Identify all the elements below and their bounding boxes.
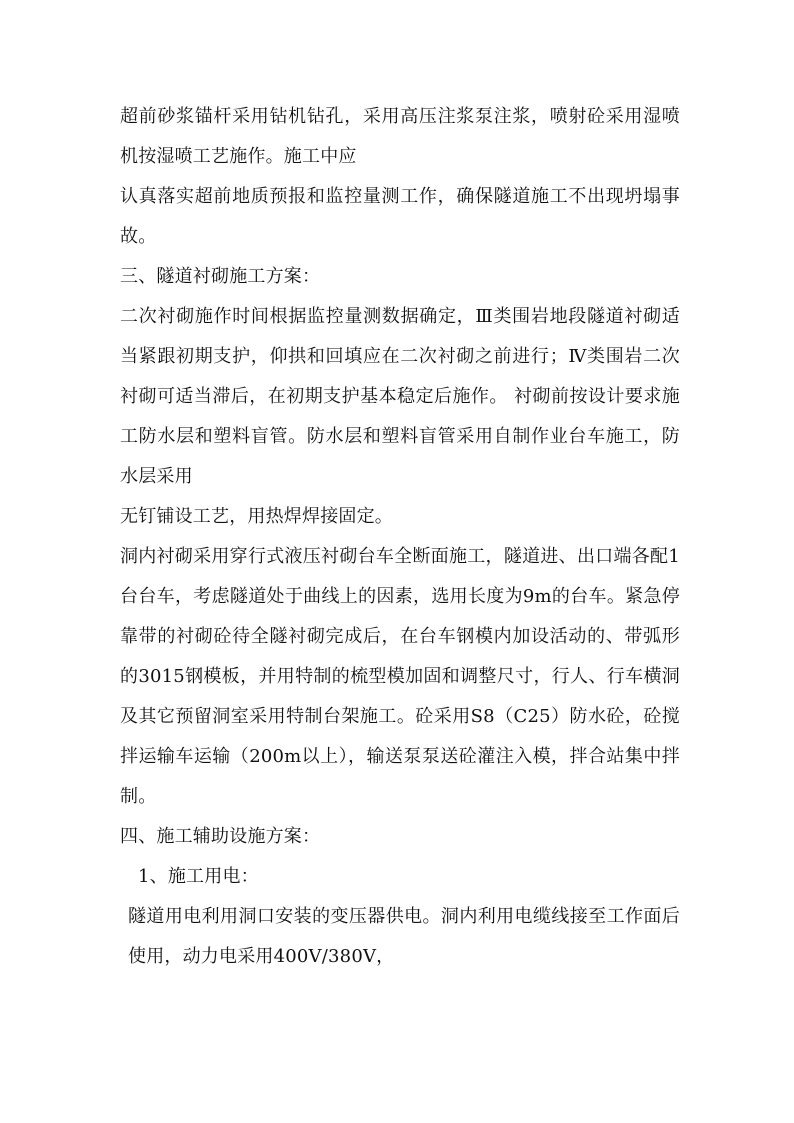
paragraph-lining-trolley: 洞内衬砌采用穿行式液压衬砌台车全断面施工，隧道进、出口端各配1台台车，考虑隧道处于曲线上的因素，选用长度为9m的台车。紧急停靠带的衬砌砼待全隧衬砌完成后，在台车钢模内加设活动的、带弧形的3015钢模板，并用特制的梳型模加固和调整尺寸，行人、行车横洞及其它预留洞室采用特制台架施工。砼采用S8（C25）防水砼，砼搅拌运输车运输（200m以上），输送泵泵送砼灌注入模，拌合站集中拌制。 xyxy=(120,546,680,807)
paragraph-nail-free-laying: 无钉铺设工艺，用热焊焊接固定。 xyxy=(120,506,393,527)
paragraph-geological-forecast: 认真落实超前地质预报和监控量测工作，确保隧道施工不出现坍塌事故。 xyxy=(120,186,680,247)
document-body xyxy=(120,97,680,977)
section-heading-auxiliary: 四、施工辅助设施方案： xyxy=(120,826,321,847)
paragraph-secondary-lining: 二次衬砌施作时间根据监控量测数据确定，Ⅲ类围岩地段隧道衬砌适当紧跟初期支护，仰拱和回填应在二次衬砌之前进行；Ⅳ类围岩二次衬砌可适当滞后，在初期支护基本稳定后施作。 衬砌前按设计要求施工防水层和塑料盲管。防水层和塑料盲管采用自制作业台车施工，防水层采用 xyxy=(120,306,680,487)
paragraph-anchor-grouting: 超前砂浆锚杆采用钻机钻孔，采用高压注浆泵注浆，喷射砼采用湿喷机按湿喷工艺施作。施工中应 xyxy=(120,106,680,167)
section-heading-lining: 三、隧道衬砌施工方案： xyxy=(120,266,321,287)
subsection-heading-power: 1、施工用电： xyxy=(138,866,259,887)
paragraph-power-supply: 隧道用电利用洞口安装的变压器供电。洞内利用电缆线接至工作面后使用，动力电采用400V/380V， xyxy=(128,906,680,967)
